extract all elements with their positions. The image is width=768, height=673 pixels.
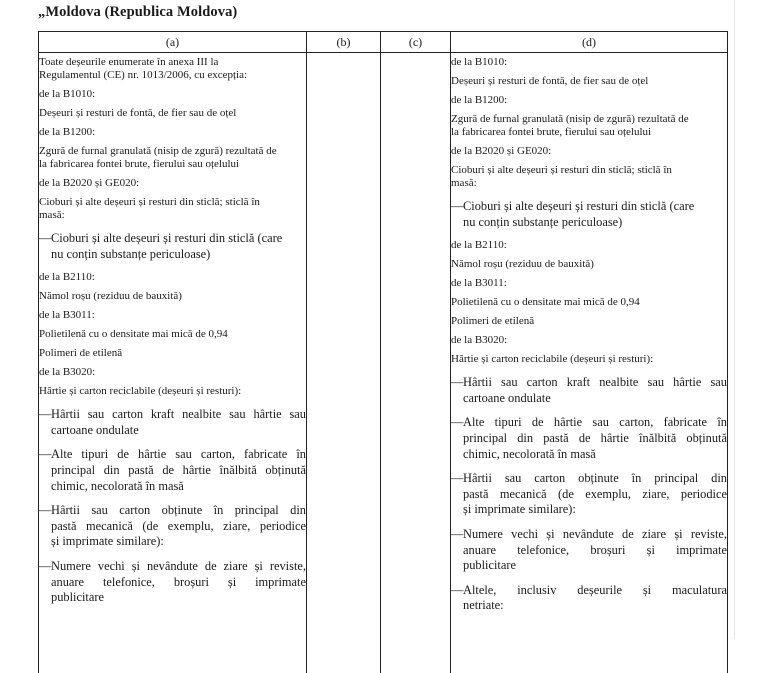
text-line: pastă mecanică (de exemplu, ziare, periodice [463,487,727,503]
code-label: de la B2020 și GE020: [39,177,306,190]
dash-item [39,447,306,494]
text-line: Alte tipuri de hârtie sau carton, fabricate în [463,415,727,431]
paragraph [39,196,306,222]
dash-bullet: — [451,375,463,391]
code-label: de la B1200: [39,126,306,139]
dash-bullet: — [39,503,51,519]
text-line: Cioburi și alte deșeuri și resturi din sticlă (care [51,231,306,247]
dash-bullet: — [39,231,51,247]
intro-text [39,56,306,82]
cell-a [39,53,307,673]
paragraph: Nămol roșu (reziduu de bauxită) [39,290,306,303]
column-header-c: (c) [381,32,451,53]
paragraph: Hârtie și carton reciclabile (deșeuri și resturi): [451,353,727,366]
text-line: netriate: [463,598,727,614]
dash-item [39,559,306,606]
dash-bullet: — [451,527,463,543]
section-heading: „Moldova (Republica Moldova) [38,4,237,21]
paragraph [39,145,306,171]
text-line: anuare telefonice, broșuri și imprimate [463,543,727,559]
text-line: chimic, necolorată în masă [51,479,306,495]
text-line: Zgură de furnal granulată (nisip de zgură) rezultată de [451,113,689,125]
text-line: Zgură de furnal granulată (nisip de zgură) rezultată de [39,145,277,157]
text-line: Cioburi și alte deșeuri și resturi din sticlă (care [463,199,727,215]
text-line: pastă mecanică (de exemplu, ziare, periodice [51,519,306,535]
text-line: publicitare [51,590,306,606]
text-line: Toate deșeurile enumerate în anexa III la [39,56,218,68]
code-label: de la B1200: [451,94,727,107]
dash-bullet: — [451,199,463,215]
paragraph: Polimeri de etilenă [451,315,727,328]
table-row [39,53,728,673]
paragraph: Nămol roșu (reziduu de bauxită) [451,258,727,271]
code-label: de la B2110: [39,271,306,284]
code-label: de la B3020: [39,366,306,379]
column-header-b: (b) [307,32,381,53]
text-line: masă: [39,209,65,221]
dash-item [39,231,306,262]
dash-item [451,583,727,614]
text-line: Hârtii sau carton obținute în principal din [463,471,727,487]
paragraph: Polietilenă cu o densitate mai mică de 0,94 [39,328,306,341]
text-line: Hârtii sau carton kraft nealbite sau hârtie sau [51,407,306,423]
paragraph: Polietilenă cu o densitate mai mică de 0,94 [451,296,727,309]
dash-item [451,415,727,462]
text-line: Hârtii sau carton obținute în principal din [51,503,306,519]
dash-item [39,503,306,550]
dash-item [451,527,727,574]
text-line: Altele, inclusiv deșeurile și maculatura [463,583,727,599]
code-label: de la B3020: [451,334,727,347]
dash-bullet: — [451,471,463,487]
text-line: publicitare [463,558,727,574]
dash-bullet: — [39,407,51,423]
dash-item [451,471,727,518]
text-line: chimic, necolorată în masă [463,447,727,463]
text-line: Alte tipuri de hârtie sau carton, fabricate în [51,447,306,463]
text-line: nu conțin substanțe periculoase) [463,215,727,231]
code-label: de la B3011: [39,309,306,322]
paragraph: Polimeri de etilenă [39,347,306,360]
dash-bullet: — [451,583,463,599]
code-label: de la B2020 și GE020: [451,145,727,158]
dash-item [451,375,727,406]
text-line: anuare telefonice, broșuri și imprimate [51,575,306,591]
text-line: Hârtii sau carton kraft nealbite sau hârtie sau [463,375,727,391]
text-line: cartoane ondulate [51,423,306,439]
code-label: de la B1010: [39,88,306,101]
dash-item [39,407,306,438]
paragraph: Deșeuri și resturi de fontă, de fier sau de oțel [39,107,306,120]
regulation-table [38,31,728,673]
column-header-a: (a) [39,32,307,53]
text-line: Numere vechi și nevândute de ziare și reviste, [463,527,727,543]
paragraph: Deșeuri și resturi de fontă, de fier sau de oțel [451,75,727,88]
text-line: Numere vechi și nevândute de ziare și reviste, [51,559,306,575]
text-line: masă: [451,177,477,189]
text-line: Cioburi și alte deșeuri și resturi din sticlă; sticlă în [39,196,260,208]
text-line: la fabricarea fontei brute, fierului sau oțelului [39,158,239,170]
dash-bullet: — [39,447,51,463]
code-label: de la B3011: [451,277,727,290]
dash-item [451,199,727,230]
text-line: Regulamentul (CE) nr. 1013/2006, cu excepția: [39,69,247,81]
cell-c [381,53,451,673]
text-line: și imprimate similare): [463,502,727,518]
text-line: principal din pastă de hârtie înălbită obținută [463,431,727,447]
cell-d [451,53,728,673]
paragraph [451,164,727,190]
cell-b [307,53,381,673]
table-header-row [39,32,728,53]
paragraph [451,113,727,139]
code-label: de la B1010: [451,56,727,69]
code-label: de la B2110: [451,239,727,252]
text-line: și imprimate similare): [51,534,306,550]
text-line: nu conțin substanțe periculoase) [51,247,306,263]
text-line: Cioburi și alte deșeuri și resturi din sticlă; sticlă în [451,164,672,176]
text-line: principal din pastă de hârtie înălbită obținută [51,463,306,479]
page-edge-divider [734,0,735,639]
column-header-d: (d) [451,32,728,53]
paragraph: Hârtie și carton reciclabile (deșeuri și resturi): [39,385,306,398]
dash-bullet: — [451,415,463,431]
dash-bullet: — [39,559,51,575]
text-line: cartoane ondulate [463,391,727,407]
text-line: la fabricarea fontei brute, fierului sau oțelului [451,126,651,138]
